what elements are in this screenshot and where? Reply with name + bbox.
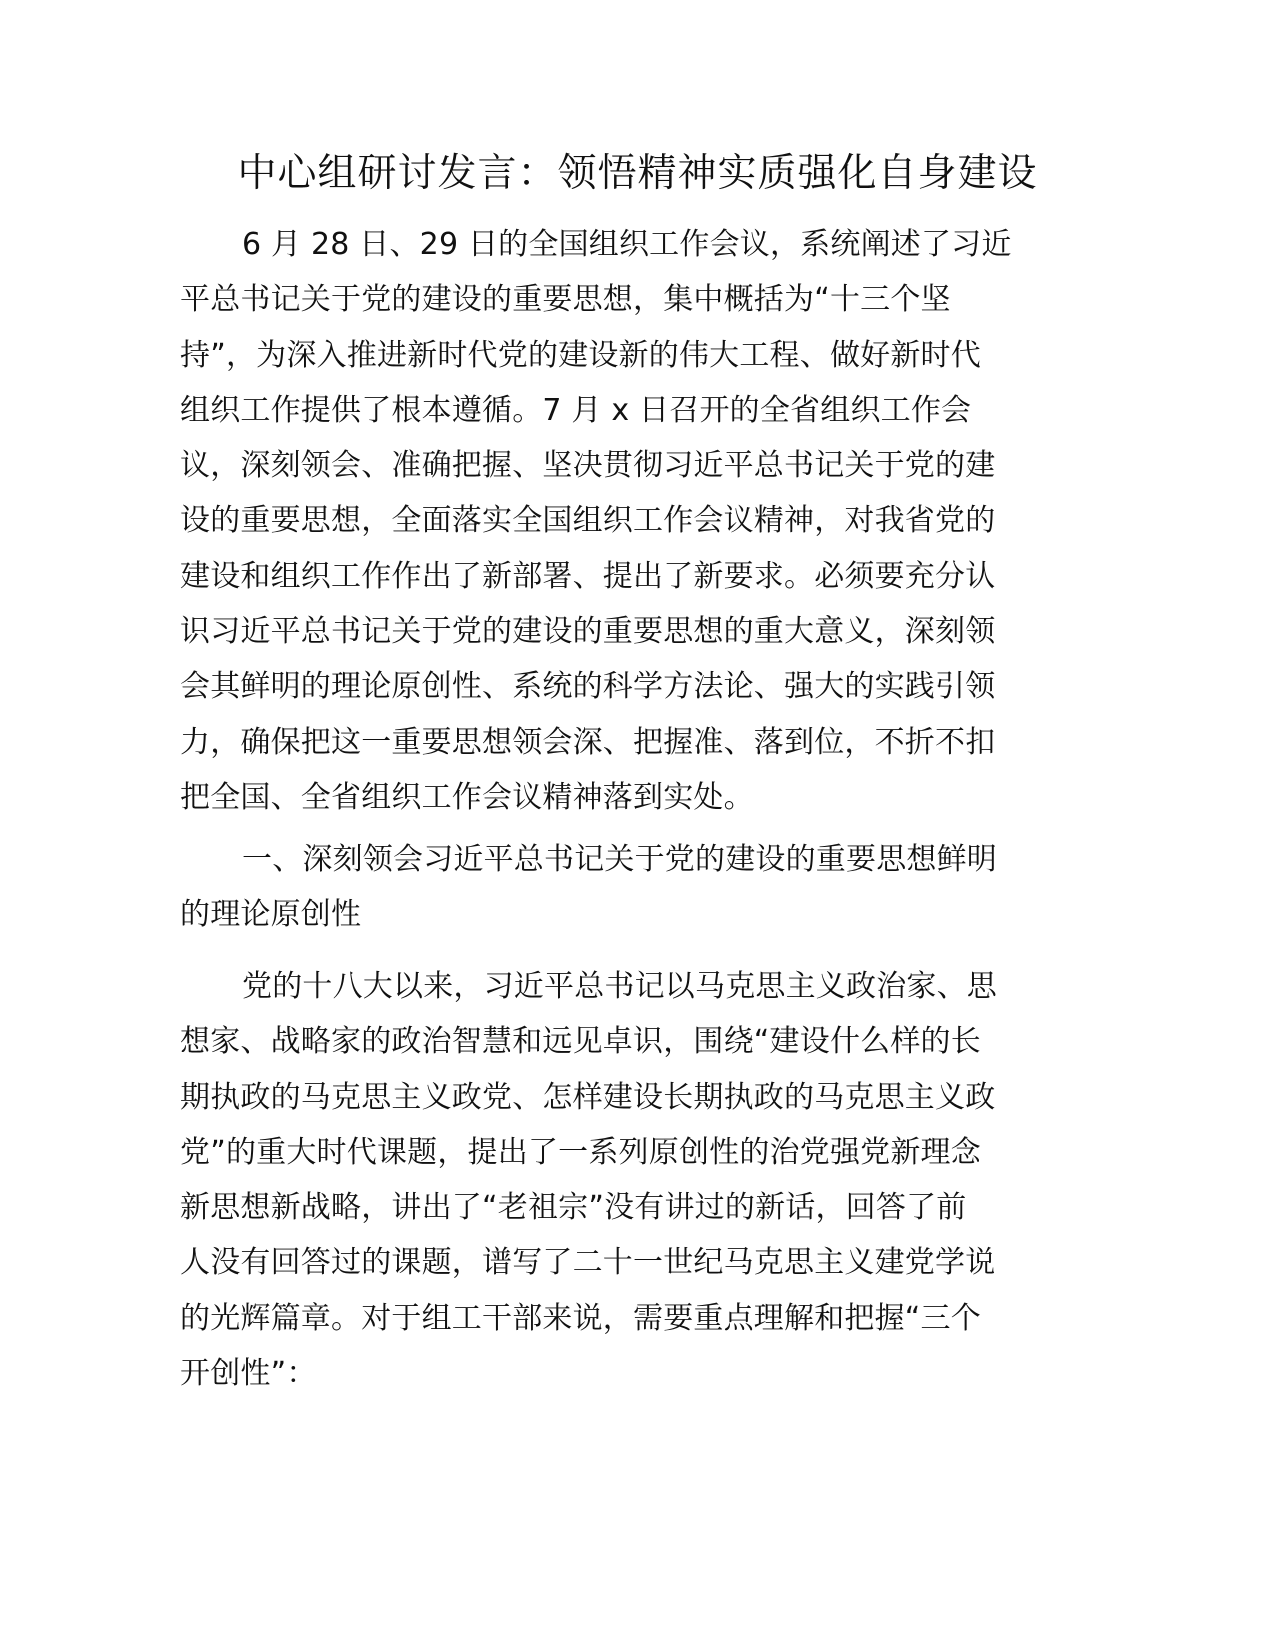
paragraph-line: 持”，为深入推进新时代党的建设新的伟大工程、做好新时代 xyxy=(180,337,981,373)
paragraph-line: 期执政的马克思主义政党、怎样建设长期执政的马克思主义政 xyxy=(180,1079,996,1115)
paragraph-line: 新思想新战略，讲出了“老祖宗”没有讲过的新话，回答了前 xyxy=(180,1190,967,1226)
paragraph-line: 议，深刻领会、准确把握、坚决贯彻习近平总书记关于党的建 xyxy=(180,448,996,484)
paragraph-line: 人没有回答过的课题，谱写了二十一世纪马克思主义建党学说 xyxy=(180,1245,996,1281)
paragraph-line: 党的十八大以来，习近平总书记以马克思主义政治家、思 xyxy=(242,969,997,1004)
paragraph-line: 的光辉篇章。对于组工干部来说，需要重点理解和把握“三个 xyxy=(180,1300,981,1336)
intro-paragraph xyxy=(180,217,1060,825)
paragraph-line: 力，确保把这一重要思想领会深、把握准、落到位，不折不扣 xyxy=(180,724,996,760)
section-heading-1 xyxy=(180,832,1060,943)
paragraph-line: 想家、战略家的政治智慧和远见卓识，围绕“建设什么样的长 xyxy=(180,1024,981,1060)
paragraph-line: 识习近平总书记关于党的建设的重要思想的重大意义，深刻领 xyxy=(180,614,996,650)
paragraph-line: 平总书记关于党的建设的重要思想，集中概括为“十三个坚 xyxy=(180,282,951,318)
paragraph-line: 党”的重大时代课题，提出了一系列原创性的治党强党新理念 xyxy=(180,1134,981,1170)
paragraph-line: 把全国、全省组织工作会议精神落到实处。 xyxy=(180,779,754,815)
paragraph-line: 6 月 28 日、29 日的全国组织工作会议，系统阐述了习近 xyxy=(242,227,1012,262)
paragraph-line: 开创性”： xyxy=(180,1356,317,1392)
document-title: 中心组研讨发言：领悟精神实质强化自身建设 xyxy=(237,151,1038,196)
paragraph-line: 建设和组织工作作出了新部署、提出了新要求。必须要充分认 xyxy=(180,558,996,594)
paragraph-line: 设的重要思想，全面落实全国组织工作会议精神，对我省党的 xyxy=(180,503,996,539)
heading-line: 一、深刻领会习近平总书记关于党的建设的重要思想鲜明 xyxy=(242,842,997,877)
heading-line: 的理论原创性 xyxy=(180,897,362,933)
section-1-paragraph xyxy=(180,959,1060,1401)
paragraph-line: 组织工作提供了根本遵循。7 月 x 日召开的全省组织工作会 xyxy=(180,392,972,428)
paragraph-line: 会其鲜明的理论原创性、系统的科学方法论、强大的实践引领 xyxy=(180,669,996,705)
